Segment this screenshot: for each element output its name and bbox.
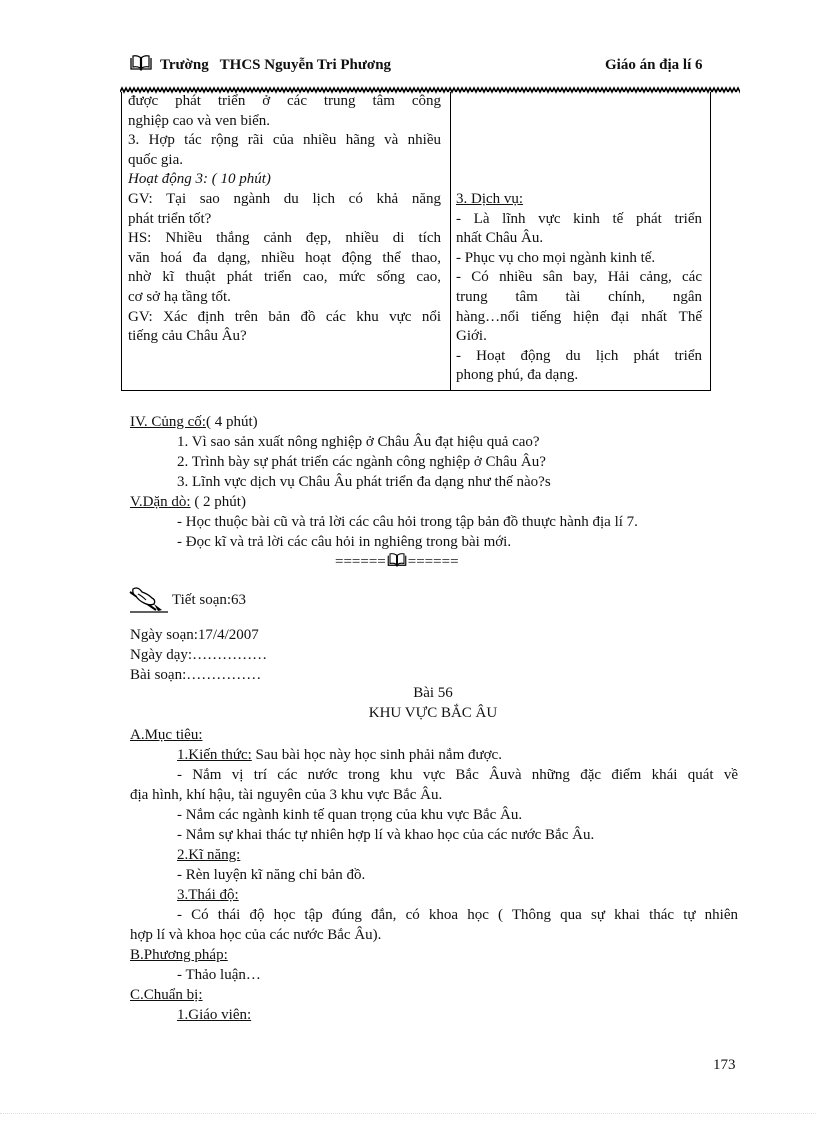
lesson-table bbox=[121, 92, 711, 391]
teacher-title: 1.Giáo viên: bbox=[177, 1007, 252, 1023]
table-left-line: GV: Xác định trên bản đồ các khu vực nổi bbox=[128, 308, 441, 325]
consolidation-title: IV. Củng cố: bbox=[130, 414, 206, 430]
header-school bbox=[130, 55, 391, 76]
page-number: 173 bbox=[713, 1057, 736, 1073]
table-left-line: nghiệp cao và ven biển. bbox=[128, 112, 271, 129]
consolidation-item: 3. Lĩnh vực dịch vụ Châu Âu phát triển đa dạng như thế nào?s bbox=[177, 474, 551, 490]
period-label: Tiết soạn:63 bbox=[172, 592, 247, 608]
methods-item: - Thảo luận… bbox=[177, 967, 261, 983]
knowledge-title: 1.Kiến thức: bbox=[177, 747, 252, 763]
table-left-line: quốc gia. bbox=[128, 151, 183, 168]
objectives-heading bbox=[130, 725, 203, 745]
lesson-name: Bài soạn:…………… bbox=[130, 667, 262, 683]
writing-hand-icon bbox=[128, 586, 170, 619]
methods-title: B.Phương pháp: bbox=[130, 947, 228, 963]
homework-item: - Đọc kĩ và trả lời các câu hỏi in nghiêng trong bài mới. bbox=[177, 534, 512, 550]
methods-heading bbox=[130, 945, 228, 965]
section-separator bbox=[335, 553, 459, 572]
objectives-title: A.Mục tiêu: bbox=[130, 727, 203, 743]
services-heading: 3. Dịch vụ: bbox=[456, 191, 524, 207]
consolidation-item: 2. Trình bày sự phát triển các ngành công nghiệp ở Châu Âu? bbox=[177, 454, 546, 470]
homework-item: - Học thuộc bài cũ và trả lời các câu hỏi trong tập bản đồ thuực hành địa lí 7. bbox=[177, 514, 638, 530]
table-left-cell bbox=[128, 92, 441, 347]
table-left-line: 3. Hợp tác rộng rãi của nhiều hãng và nhiều bbox=[128, 132, 441, 149]
knowledge-item: - Nắm các ngành kinh tế quan trọng của khu vực Bắc Âu. bbox=[177, 807, 523, 823]
separator-left: ====== bbox=[335, 554, 386, 570]
table-left-line: HS: Nhiều thắng cảnh đẹp, nhiều di tích bbox=[128, 230, 441, 247]
table-right-line: Giới. bbox=[456, 328, 487, 345]
knowledge-item: - Nắm sự khai thác tự nhiên hợp lí và khao học của các nước Bắc Âu. bbox=[177, 827, 595, 843]
subject-title: Giáo án địa lí 6 bbox=[605, 57, 703, 73]
homework-title: V.Dặn dò: bbox=[130, 494, 191, 510]
table-divider bbox=[450, 92, 451, 390]
table-left-line: cơ sở hạ tầng tốt. bbox=[128, 288, 231, 305]
table-right-line: - Là lĩnh vực kinh tế phát triển bbox=[456, 210, 702, 227]
skills-item: - Rèn luyện kĩ năng chỉ bản đồ. bbox=[177, 867, 366, 883]
homework-heading bbox=[130, 492, 246, 512]
knowledge-intro: Sau bài học này học sinh phải nắm được. bbox=[251, 747, 502, 763]
preparation-title: C.Chuẩn bị: bbox=[130, 987, 203, 1003]
open-book-icon bbox=[130, 55, 152, 76]
attitude-heading bbox=[177, 885, 239, 905]
separator-right: ====== bbox=[407, 554, 459, 570]
period-line bbox=[128, 586, 246, 619]
table-right-line: hàng…nổi tiếng hiện đại nhất Thế bbox=[456, 308, 702, 325]
bottom-rule bbox=[0, 1113, 816, 1115]
date-prepared: Ngày soạn:17/4/2007 bbox=[130, 627, 259, 643]
consolidation-item: 1. Vì sao sản xuất nông nghiệp ở Châu Âu đạt hiệu quả cao? bbox=[177, 434, 540, 450]
homework-time: ( 2 phút) bbox=[190, 494, 246, 510]
table-right-cell bbox=[456, 190, 702, 386]
table-right-line: nhất Châu Âu. bbox=[456, 230, 544, 247]
lesson-title: KHU VỰC BẮC ÂU bbox=[368, 705, 498, 721]
knowledge-line bbox=[177, 745, 502, 765]
preparation-heading bbox=[130, 985, 203, 1005]
consolidation-time: ( 4 phút) bbox=[205, 414, 258, 430]
table-left-line: nhờ kĩ thuật phát triển cao, mức sống cao, bbox=[128, 269, 441, 286]
school-name: Trường THCS Nguyễn Tri Phương bbox=[160, 57, 392, 73]
table-left-line: văn hoá đa dạng, nhiều hoạt động thể thao, bbox=[128, 249, 441, 266]
table-right-line: - Có nhiều sân bay, Hải cảng, các bbox=[456, 269, 702, 286]
attitude-title: 3.Thái độ: bbox=[177, 887, 239, 903]
knowledge-item: - Nắm vị trí các nước trong khu vực Bắc Âuvà những đặc điểm khái quát về bbox=[177, 767, 738, 783]
teacher-heading bbox=[177, 1005, 251, 1025]
table-left-line: phát triển tốt? bbox=[128, 210, 212, 227]
table-right-line: phong phú, đa dạng. bbox=[456, 367, 579, 384]
lesson-number: Bài 56 bbox=[413, 685, 453, 701]
open-book-icon bbox=[387, 553, 407, 572]
table-right-line: - Hoạt động du lịch phát triển bbox=[456, 347, 702, 364]
knowledge-item-cont: địa hình, khí hậu, tài nguyên của 3 khu vực Bắc Âu. bbox=[130, 787, 443, 803]
activity-heading: Hoạt động 3: ( 10 phút) bbox=[128, 171, 271, 188]
attitude-item: - Có thái độ học tập đúng đắn, có khoa học ( Thông qua sự khai thác tự nhiên bbox=[177, 907, 738, 923]
attitude-item-cont: hợp lí và khoa học của các nước Bắc Âu). bbox=[130, 927, 382, 943]
table-right-line: - Phục vụ cho mọi ngành kinh tế. bbox=[456, 249, 656, 266]
skills-heading bbox=[177, 845, 240, 865]
date-taught: Ngày dạy:…………… bbox=[130, 647, 268, 663]
table-left-line: tiếng cảu Châu Âu? bbox=[128, 328, 247, 345]
consolidation-heading bbox=[130, 412, 258, 432]
table-left-line: được phát triển ở các trung tâm công bbox=[128, 93, 441, 109]
table-right-line: trung tâm tài chính, ngân bbox=[456, 288, 702, 305]
skills-title: 2.Kĩ năng: bbox=[177, 847, 241, 863]
table-left-line: GV: Tại sao ngành du lịch có khả năng bbox=[128, 190, 441, 207]
